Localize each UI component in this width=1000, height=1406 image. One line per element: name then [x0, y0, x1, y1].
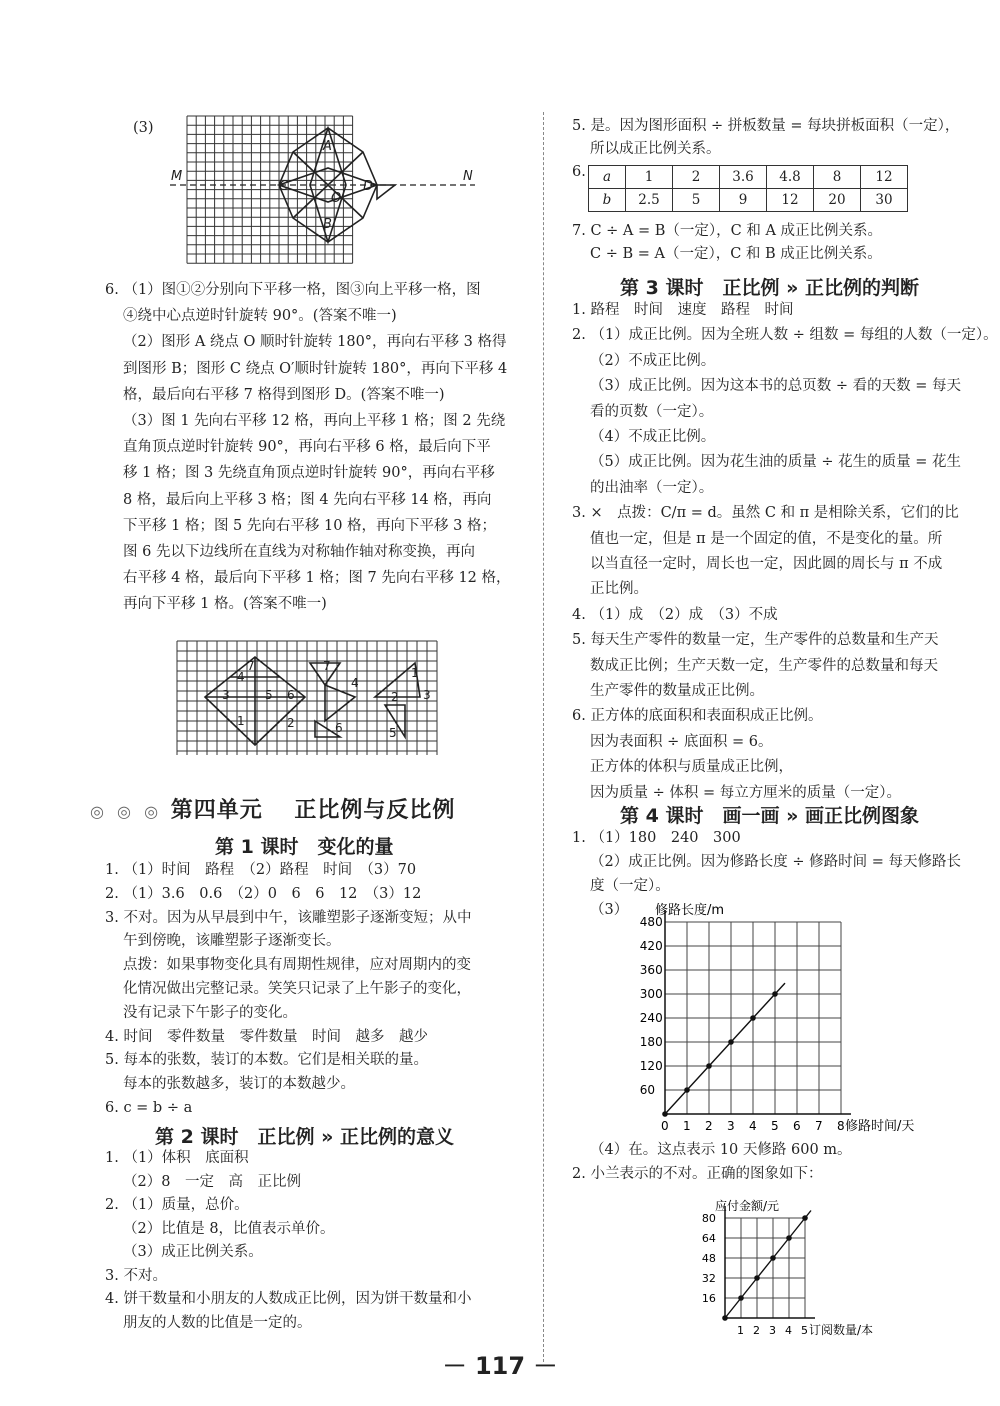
- table-row-b: [589, 189, 908, 212]
- text-line: 值也一定，但是 π 是一个固定的值，不是变化的量。所: [590, 530, 943, 547]
- table-cell: 2.5: [626, 189, 673, 212]
- label-N: N: [463, 169, 473, 184]
- decorative-dots-icon: ◎ ◎ ◎: [90, 802, 163, 821]
- y-tick-label: 48: [701, 1252, 716, 1265]
- text-line: （2）成正比例。因为修路长度 ÷ 修路时间 = 每天修路长: [590, 854, 961, 870]
- lesson2-title: 第 2 课时 正比例 » 正比例的意义: [155, 1126, 454, 1148]
- figure-number-label: 5: [389, 726, 397, 740]
- text-line: 图 6 先以下边线所在直线为对称轴作轴对称变换，再向: [123, 544, 475, 560]
- text-line: 8 格，最后向上平移 3 格；图 4 先向右平移 14 格，再向: [123, 491, 492, 508]
- label-C: C: [279, 179, 289, 194]
- x-tick-label: 4: [785, 1324, 792, 1337]
- text-line: （3）成正比例。因为这本书的总页数 ÷ 看的天数 = 每天: [590, 378, 961, 395]
- figure-number-label: 4: [351, 676, 359, 690]
- figure-number-label: 7: [247, 659, 255, 673]
- table-cell: 3.6: [720, 166, 767, 189]
- figure-number-label: 6: [287, 688, 295, 702]
- y-tick-label: 120: [639, 1059, 663, 1073]
- series-line: [665, 983, 785, 1114]
- text-line: 看的页数（一定）。: [590, 403, 714, 420]
- y-tick-label: 300: [639, 987, 663, 1001]
- text-line: 6. 正方体的底面积和表面积成正比例。: [572, 708, 823, 725]
- x-tick-label: 2: [753, 1324, 760, 1337]
- unit-title-row: [90, 793, 530, 824]
- figure-number-label: 1: [237, 714, 245, 728]
- text-line: 到图形 B；图形 C 绕点 O′顺时针旋转 180°，再向下平移 4: [123, 360, 508, 377]
- text-line: 点拨：如果事物变化具有周期性规律，应对周期内的变: [123, 957, 471, 974]
- x-tick-label: 3: [727, 1119, 735, 1133]
- data-point: [772, 991, 778, 997]
- table-cell: 20: [814, 189, 861, 212]
- table-cell: 30: [861, 189, 908, 212]
- text-line: （2）8 一定 高 正比例: [123, 1173, 301, 1190]
- lesson3-title: 第 3 课时 正比例 » 正比例的判断: [620, 277, 919, 299]
- text-line: 生产零件的数量成正比例。: [590, 683, 764, 699]
- label-D: D: [363, 179, 374, 194]
- y-tick-label: 420: [639, 939, 663, 953]
- text-line: C ÷ B = A（一定），C 和 B 成正比例关系。: [590, 246, 882, 262]
- x-tick-label: 7: [815, 1119, 823, 1133]
- text-line: （4）在。这点表示 10 天修路 600 m。: [590, 1142, 852, 1158]
- text-line: 正比例。: [590, 581, 648, 598]
- x-tick-label: 8: [837, 1119, 845, 1133]
- text-line: 2. （1）质量，总价。: [105, 1197, 249, 1213]
- text-line: 4. 饼干数量和小朋友的人数成正比例，因为饼干数量和小: [105, 1291, 472, 1307]
- table-cell: a: [589, 166, 626, 189]
- figure-number-label: 6: [335, 721, 343, 735]
- text-line: 5. 是。因为图形面积 ÷ 拼板数量 = 每块拼板面积（一定），: [572, 118, 960, 134]
- payment-chart: [680, 1190, 910, 1340]
- data-point: [750, 1015, 756, 1021]
- text-line: 度（一定）。: [590, 878, 670, 894]
- text-line: 6. c = b ÷ a: [105, 1100, 193, 1116]
- text-line: 2. （1）3.6 0.6 （2）0 6 6 12 （3）12: [105, 885, 422, 902]
- label-O: O: [331, 191, 342, 206]
- y-tick-label: 360: [639, 963, 663, 977]
- text-line: 午到傍晚，该雕塑影子逐渐变长。: [123, 933, 341, 950]
- text-line: （3）图 1 先向右平移 12 格，再向上平移 1 格；图 2 先绕: [123, 413, 506, 429]
- data-point: [802, 1215, 808, 1221]
- text-line: 右平移 4 格，最后向下平移 1 格；图 7 先向右平移 12 格，: [123, 570, 511, 587]
- table-cell: 8: [814, 166, 861, 189]
- text-line: 再向下平移 1 格。(答案不唯一): [123, 596, 327, 613]
- x-axis-label: 订阅数量/本: [809, 1323, 874, 1337]
- table-cell: 12: [861, 166, 908, 189]
- text-line: 正方体的体积与质量成正比例，: [590, 759, 793, 776]
- y-tick-label: 80: [701, 1212, 716, 1225]
- text-line: 4. （1）成 （2）成 （3）不成: [572, 606, 778, 623]
- text-line: （2）比值是 8，比值表示单价。: [123, 1220, 335, 1237]
- figure-number-label: 4: [237, 670, 245, 684]
- figure-number-label: 3: [423, 688, 431, 702]
- label-B: B: [323, 217, 332, 232]
- y-tick-label: 480: [639, 915, 663, 929]
- x-tick-label: 5: [801, 1324, 808, 1337]
- figure-number-label: 2: [391, 690, 399, 704]
- text-line: 的出油率（一定）。: [590, 479, 714, 496]
- column-divider: [543, 112, 545, 1362]
- text-line: 朋友的人数的比值是一定的。: [123, 1314, 312, 1331]
- y-tick-label: 16: [701, 1292, 716, 1305]
- x-tick-label: 0: [661, 1119, 669, 1133]
- text-line: 1. 路程 时间 速度 路程 时间: [572, 302, 794, 318]
- text-line: 6. （1）图①②分别向下平移一格，图③向上平移一格，图: [105, 282, 481, 298]
- text-line: 3. 不对。因为从早晨到中午，该雕塑影子逐渐变短；从中: [105, 909, 472, 926]
- y-tick-label: 240: [639, 1011, 663, 1025]
- table-cell: b: [589, 189, 626, 212]
- data-point: [706, 1063, 712, 1069]
- label-A: A: [323, 139, 332, 154]
- x-axis-label: 修路时间/天: [845, 1119, 915, 1134]
- x-tick-label: 5: [771, 1119, 779, 1133]
- data-point: [684, 1087, 690, 1093]
- text-line: 7. C ÷ A = B（一定），C 和 A 成正比例关系。: [572, 223, 883, 239]
- x-tick-label: 3: [769, 1324, 776, 1337]
- text-line: 4. 时间 零件数量 零件数量 时间 越多 越少: [105, 1028, 428, 1045]
- y-tick-label: 32: [701, 1272, 716, 1285]
- road-length-chart: [620, 902, 960, 1137]
- text-line: 因为表面积 ÷ 底面积 = 6。: [590, 733, 773, 750]
- table-cell: 2: [673, 166, 720, 189]
- text-line: 化情况做出完整记录。笑笑只记录了上午影子的变化，: [123, 981, 471, 997]
- y-tick-label: 60: [639, 1083, 656, 1097]
- text-line: 所以成正比例关系。: [590, 141, 721, 157]
- text-line: 格，最后向右平移 7 格得到图形 D。(答案不唯一): [123, 386, 445, 403]
- rotation-grid-figure: [165, 112, 520, 270]
- text-line: 没有记录下午影子的变化。: [123, 1004, 297, 1021]
- text-line: 下平移 1 格；图 5 先向右平移 10 格，再向下平移 3 格；: [123, 517, 496, 534]
- text-line: 因为质量 ÷ 体积 = 每立方厘米的质量（一定）。: [590, 784, 901, 801]
- text-line: （2）图形 A 绕点 O 顺时针旋转 180°，再向右平移 3 格得: [123, 334, 507, 351]
- figure-number-label: 3: [222, 688, 230, 702]
- data-point: [662, 1111, 668, 1117]
- table-cell: 9: [720, 189, 767, 212]
- text-line: （4）不成正比例。: [590, 429, 716, 445]
- data-point: [786, 1235, 792, 1241]
- question-6-label: 6.: [572, 164, 586, 180]
- ratio-table: [588, 165, 908, 212]
- text-line: 5. 每天生产零件的数量一定，生产零件的总数量和生产天: [572, 632, 939, 649]
- lesson4-title: 第 4 课时 画一画 » 画正比例图象: [620, 805, 919, 827]
- lesson1-title: 第 1 课时 变化的量: [215, 836, 394, 858]
- text-line: 直角顶点逆时针旋转 90°，再向右平移 6 格，最后向下平: [123, 439, 491, 456]
- text-line: 1. （1）体积 底面积: [105, 1150, 249, 1166]
- text-line: （3）: [590, 902, 629, 918]
- table-cell: 5: [673, 189, 720, 212]
- page-number: － 117 －: [442, 1352, 558, 1380]
- figure-number-label: 7: [323, 659, 331, 673]
- series-line: [725, 1211, 811, 1319]
- data-point: [728, 1039, 734, 1045]
- y-tick-label: 64: [701, 1232, 716, 1245]
- text-line: 每本的张数越多，装订的本数越少。: [123, 1076, 355, 1093]
- x-tick-label: 6: [793, 1119, 801, 1133]
- part3-label: (3): [133, 120, 154, 136]
- text-line: （5）成正比例。因为花生油的质量 ÷ 花生的质量 = 花生: [590, 454, 961, 471]
- figure-number-label: 5: [265, 688, 273, 702]
- y-tick-label: 180: [639, 1035, 663, 1049]
- translation-grid-figure: [175, 637, 445, 755]
- text-line: （3）成正比例关系。: [123, 1244, 263, 1260]
- text-line: 1. （1）180 240 300: [572, 830, 741, 846]
- text-line: 3. 不对。: [105, 1267, 167, 1284]
- y-axis-label: 应付金额/元: [715, 1199, 780, 1213]
- x-tick-label: 1: [683, 1119, 691, 1133]
- text-line: 5. 每本的张数，装订的本数。它们是相关联的量。: [105, 1052, 428, 1069]
- text-line: 1. （1）时间 路程 （2）路程 时间 （3）70: [105, 862, 417, 878]
- data-point: [738, 1295, 744, 1301]
- text-line: 2. 小兰表示的不对。正确的图象如下：: [572, 1166, 823, 1182]
- text-line: 3. × 点拨：C/π = d。虽然 C 和 π 是相除关系，它们的比: [572, 505, 959, 522]
- data-point: [770, 1255, 776, 1261]
- text-line: ④绕中心点逆时针旋转 90°。(答案不唯一): [123, 308, 397, 325]
- label-M: M: [171, 169, 183, 184]
- x-tick-label: 4: [749, 1119, 757, 1133]
- text-line: 以当直径一定时，周长也一定，因此圆的周长与 π 不成: [590, 556, 943, 572]
- text-line: （2）不成正比例。: [590, 352, 716, 369]
- text-line: 数成正比例；生产天数一定，生产零件的总数量和每天: [590, 657, 938, 674]
- table-row-a: [589, 166, 908, 189]
- text-line: 移 1 格；图 3 先绕直角顶点逆时针旋转 90°，再向右平移: [123, 465, 495, 482]
- table-cell: 1: [626, 166, 673, 189]
- data-point: [754, 1275, 760, 1281]
- x-tick-label: 1: [737, 1324, 744, 1337]
- x-tick-label: 2: [705, 1119, 713, 1133]
- text-line: 2. （1）成正比例。因为全班人数 ÷ 组数 = 每组的人数（一定）。: [572, 327, 998, 344]
- unit-title: 第四单元 正比例与反比例: [170, 798, 456, 823]
- table-cell: 12: [767, 189, 814, 212]
- table-cell: 4.8: [767, 166, 814, 189]
- data-point: [722, 1315, 728, 1321]
- figure-number-label: 1: [411, 666, 419, 680]
- figure-number-label: 2: [287, 716, 295, 730]
- y-axis-label: 修路长度/m: [655, 903, 725, 918]
